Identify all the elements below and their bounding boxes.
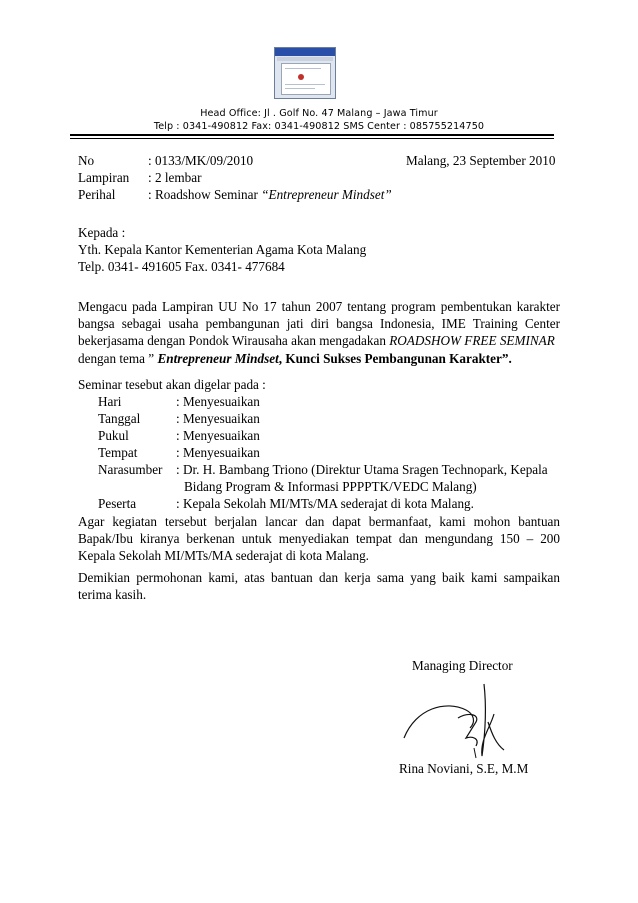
paragraph-intro: Mengacu pada Lampiran UU No 17 tahun 2007 tentang program pembentukan karakter bangsa sebagai usaha pembangunan jati diri bangsa Indonesia, IME Training Center bekerjasama dengan Pondok Wirausaha akan mengadakan ROADSHOW FREE SEMINAR dengan tema ” Entrepreneur Mindset, Kunci Sukses Pembangunan Karakter”. [78,299,560,366]
signature [400,678,530,773]
letterhead-contact: Telp : 0341-490812 Fax: 0341-490812 SMS Center : 085755214750 [153,121,485,132]
schedule-value: : Menyesuaikan [176,428,260,443]
schedule-label: Tanggal [98,411,141,426]
no-value: : 0133/MK/09/2010 [148,153,254,168]
letterhead-divider [70,134,554,136]
schedule-value: : Menyesuaikan [176,394,260,409]
kepada: Kepada : [78,225,126,240]
paragraph-request: Agar kegiatan tersebut berjalan lancar dan dapat bermanfaat, kami mohon bantuan Bapak/Ibu kiranya berkenan untuk menyediakan tempat dan mengundang 150 – 200 Kepala Sekolah MI/MTs/MA sederajat di kota Malang. [78,514,560,564]
letter-date: Malang, 23 September 2010 [406,153,556,168]
recipient-name: Yth. Kepala Kantor Kementerian Agama Kota Malang [78,242,367,257]
schedule-label: Tempat [98,445,138,460]
paragraph-closing: Demikian permohonan kami, atas bantuan dan kerja sama yang baik kami sampaikan terima kasih. [78,570,560,603]
perihal-label: Perihal [78,187,116,202]
recipient-phone: Telp. 0341- 491605 Fax. 0341- 477684 [78,259,285,274]
schedule-value: : Dr. H. Bambang Triono (Direktur Utama Sragen Technopark, Kepala [176,462,548,477]
schedule-label: Narasumber [98,462,163,477]
lampiran-value: : 2 lembar [148,170,202,185]
schedule-intro: Seminar tesebut akan digelar pada : [78,377,266,392]
schedule-value: : Menyesuaikan [176,445,260,460]
letterhead-divider-thin [70,138,554,139]
schedule-label: Pukul [98,428,129,443]
schedule-label: Hari [98,394,122,409]
schedule-value: : Kepala Sekolah MI/MTs/MA sederajat di kota Malang. [176,496,474,511]
no-label: No [78,153,95,168]
letterhead-address: Head Office: Jl . Golf No. 47 Malang – Jawa Timur [200,108,438,119]
lampiran-label: Lampiran [78,170,130,185]
schedule-label: Peserta [98,496,137,511]
closing-title: Managing Director [412,658,513,673]
company-logo [274,47,336,99]
schedule-value: : Menyesuaikan [176,411,260,426]
perihal-value: : Roadshow Seminar “Entrepreneur Mindset” [148,187,392,202]
schedule-value-continued: Bidang Program & Informasi PPPPTK/VEDC Malang) [184,479,477,494]
signer-name: Rina Noviani, S.E, M.M [399,761,529,776]
